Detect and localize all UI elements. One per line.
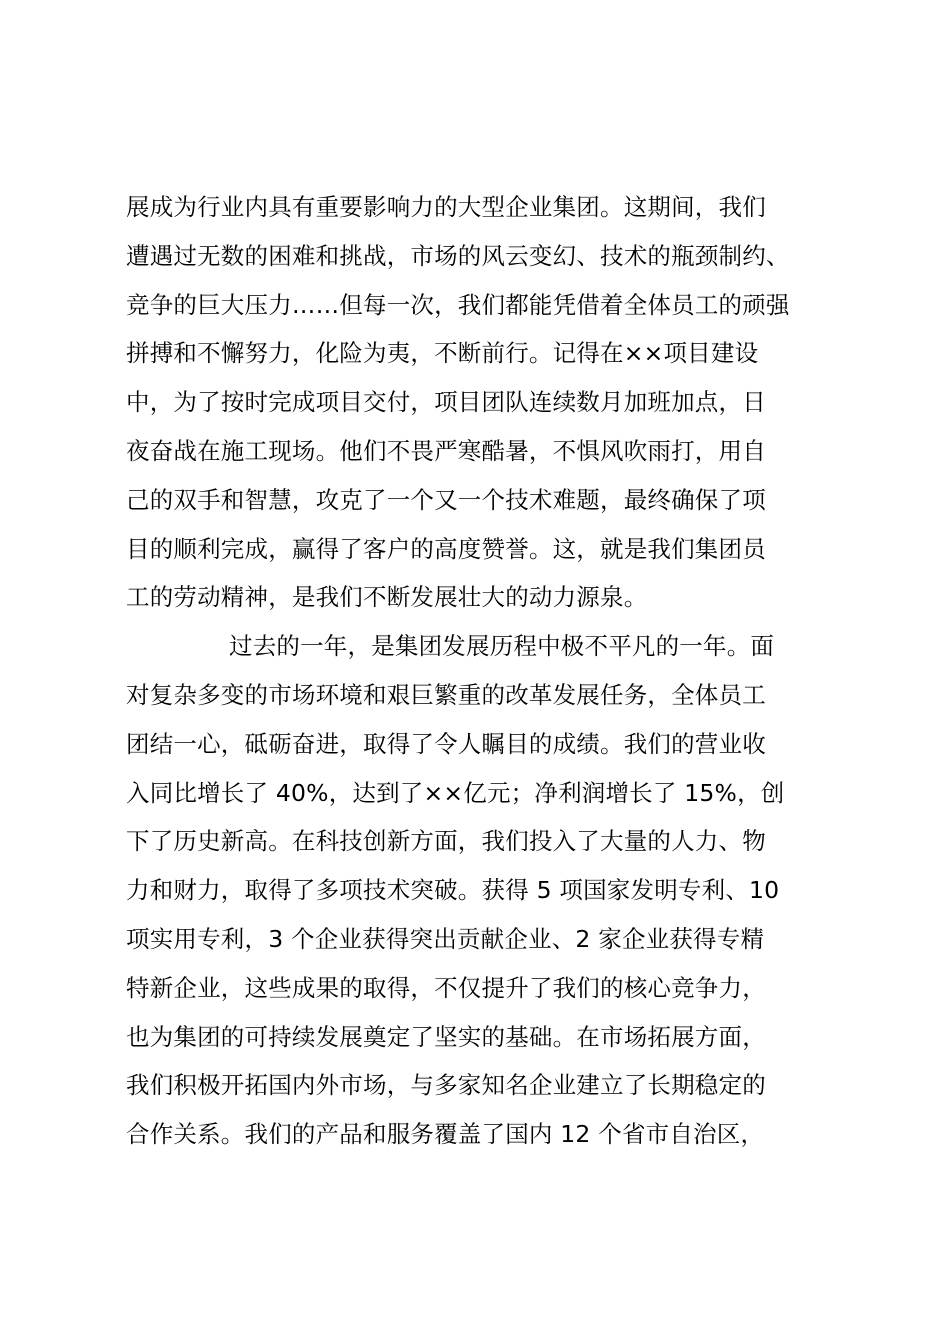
text-line: 目的顺利完成，赢得了客户的高度赞誉。这，就是我们集团员 [126, 534, 766, 563]
text-line: 我们积极开拓国内外市场，与多家知名企业建立了长期稳定的 [126, 1071, 766, 1100]
text-line: 力和财力，取得了多项技术突破。获得 5 项国家发明专利、10 [126, 876, 780, 905]
text-line: 拼搏和不懈努力，化险为夷，不断前行。记得在××项目建设 [126, 339, 759, 368]
text-line: 遭遇过无数的困难和挑战，市场的风云变幻、技术的瓶颈制约、 [126, 241, 790, 270]
text-line: 竞争的巨大压力……但每一次，我们都能凭借着全体员工的顽强 [126, 290, 790, 319]
text-line: 下了历史新高。在科技创新方面，我们投入了大量的人力、物 [126, 827, 766, 856]
text-line: 展成为行业内具有重要影响力的大型企业集团。这期间，我们 [126, 193, 766, 221]
text-line: 合作关系。我们的产品和服务覆盖了国内 12 个省市自治区， [126, 1120, 765, 1149]
text-line: 对复杂多变的市场环境和艰巨繁重的改革发展任务，全体员工 [126, 680, 766, 709]
body-text [126, 183, 866, 1159]
text-line: 过去的一年，是集团发展历程中极不平凡的一年。面 [229, 632, 775, 661]
text-line: 也为集团的可持续发展奠定了坚实的基础。在市场拓展方面， [126, 1022, 766, 1051]
text-line: 工的劳动精神，是我们不断发展壮大的动力源泉。 [126, 583, 648, 612]
text-line: 项实用专利，3 个企业获得突出贡献企业、2 家企业获得专精 [126, 924, 765, 953]
paragraph [126, 622, 866, 1159]
paragraph [126, 183, 866, 622]
text-line: 特新企业，这些成果的取得，不仅提升了我们的核心竞争力， [126, 973, 766, 1002]
text-line: 己的双手和智慧，攻克了一个又一个技术难题，最终确保了项 [126, 485, 766, 514]
text-line: 夜奋战在施工现场。他们不畏严寒酷暑，不惧风吹雨打，用自 [126, 436, 766, 465]
text-line: 中，为了按时完成项目交付，项目团队连续数月加班加点，日 [126, 388, 766, 417]
text-line: 团结一心，砥砺奋进，取得了令人瞩目的成绩。我们的营业收 [126, 729, 766, 758]
text-line: 入同比增长了 40%，达到了××亿元；净利润增长了 15%，创 [126, 778, 785, 807]
